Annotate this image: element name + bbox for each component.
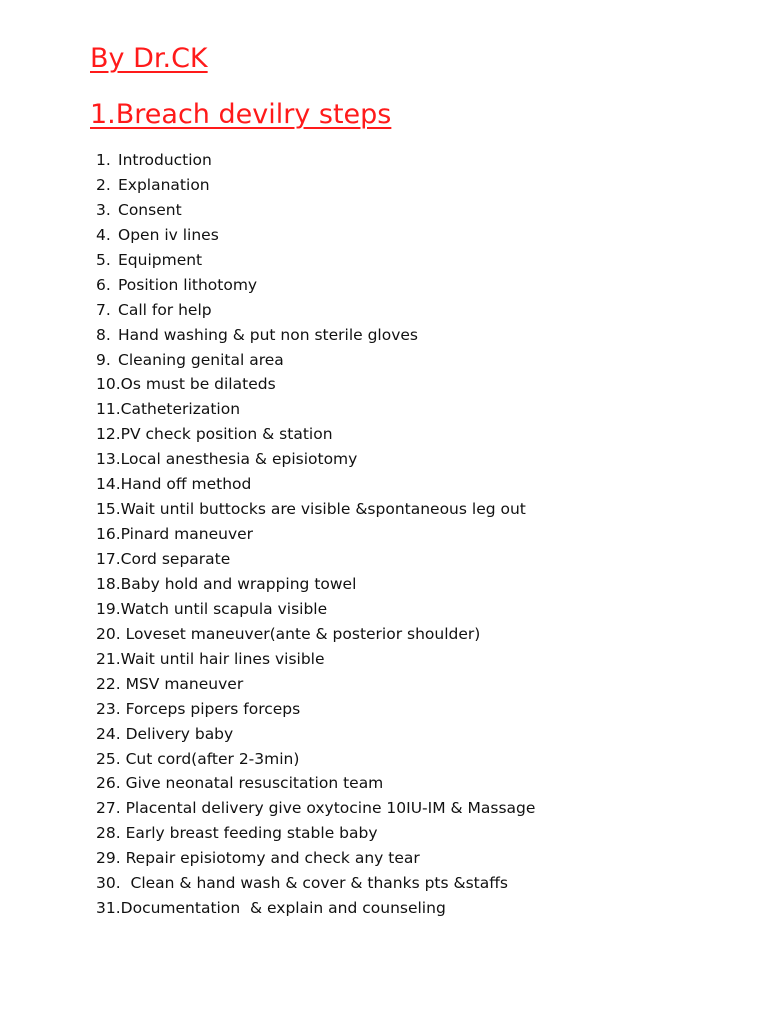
- step-text: Explanation: [118, 175, 210, 194]
- step-item: [96, 497, 535, 522]
- step-number: 1.: [96, 151, 111, 169]
- step-text: Wait until buttocks are visible &spontaneous leg out: [120, 500, 526, 519]
- step-text: Introduction: [118, 151, 212, 169]
- step-text: Repair episiotomy and check any tear: [120, 849, 420, 868]
- step-number: 11.: [96, 400, 121, 419]
- step-item: [96, 722, 535, 747]
- step-item: [96, 647, 535, 672]
- step-text: Cord separate: [120, 550, 231, 568]
- step-text: Open iv lines: [118, 225, 219, 244]
- step-number: 20.: [96, 624, 121, 643]
- step-item: [96, 896, 535, 921]
- step-item: [96, 747, 535, 772]
- step-number: 15.: [96, 500, 121, 519]
- step-item: [96, 298, 535, 323]
- step-number: 5.: [96, 250, 111, 269]
- step-item: [96, 447, 535, 472]
- step-item: [96, 846, 535, 871]
- step-item: [96, 198, 535, 223]
- step-text: Documentation & explain and counseling: [120, 899, 446, 918]
- step-text: MSV maneuver: [120, 674, 244, 693]
- step-number: 9.: [96, 350, 111, 369]
- step-text: Hand washing & put non sterile gloves: [118, 325, 419, 344]
- step-text: Give neonatal resuscitation team: [120, 774, 384, 793]
- step-text: Watch until scapula visible: [120, 599, 328, 618]
- step-number: 25.: [96, 749, 121, 768]
- step-text: Hand off method: [120, 475, 252, 494]
- step-text: Position lithotomy: [118, 275, 258, 294]
- step-number: 14.: [96, 475, 121, 494]
- step-text: Consent: [118, 200, 182, 219]
- step-item: [96, 348, 535, 373]
- step-item: [96, 672, 535, 697]
- step-number: 24.: [96, 724, 121, 743]
- step-text: Equipment: [118, 250, 203, 269]
- step-text: Baby hold and wrapping towel: [120, 574, 357, 593]
- step-number: 31.: [96, 899, 121, 918]
- step-number: 17.: [96, 550, 121, 568]
- step-item: [96, 796, 535, 821]
- step-number: 10.: [96, 375, 121, 394]
- step-number: 8.: [96, 325, 111, 344]
- step-number: 3.: [96, 200, 111, 219]
- step-text: Wait until hair lines visible: [120, 649, 325, 668]
- step-text: Placental delivery give oxytocine 10IU-IM & Massage: [120, 799, 536, 818]
- step-number: 30.: [96, 874, 121, 893]
- step-item: [96, 148, 535, 173]
- step-number: 28.: [96, 824, 121, 843]
- step-item: [96, 223, 535, 248]
- document-title: 1.Breach devilry steps: [90, 99, 392, 130]
- step-item: [96, 248, 535, 273]
- step-item: [96, 522, 535, 547]
- step-text: Call for help: [118, 300, 212, 319]
- step-text: Delivery baby: [120, 724, 234, 743]
- step-item: [96, 372, 535, 397]
- step-item: [96, 597, 535, 622]
- step-text: Forceps pipers forceps: [120, 699, 301, 718]
- step-number: 22.: [96, 674, 121, 693]
- step-text: Clean & hand wash & cover & thanks pts &staffs: [120, 874, 509, 893]
- step-item: [96, 572, 535, 597]
- steps-list: [96, 148, 535, 921]
- step-item: [96, 472, 535, 497]
- step-text: Pinard maneuver: [120, 525, 254, 544]
- step-text: Loveset maneuver(ante & posterior shoulder): [120, 624, 481, 643]
- step-text: Local anesthesia & episiotomy: [120, 450, 358, 469]
- step-number: 2.: [96, 175, 111, 194]
- step-item: [96, 871, 535, 896]
- step-item: [96, 771, 535, 796]
- step-number: 13.: [96, 450, 121, 469]
- step-item: [96, 273, 535, 298]
- step-number: 27.: [96, 799, 121, 818]
- step-number: 26.: [96, 774, 121, 793]
- step-item: [96, 173, 535, 198]
- step-item: [96, 547, 535, 572]
- step-item: [96, 622, 535, 647]
- step-item: [96, 323, 535, 348]
- step-number: 12.: [96, 425, 121, 444]
- step-number: 21.: [96, 649, 121, 668]
- step-text: Cut cord(after 2-3min): [120, 749, 300, 768]
- step-number: 7.: [96, 300, 111, 319]
- step-text: Catheterization: [120, 400, 241, 419]
- step-item: [96, 397, 535, 422]
- step-number: 16.: [96, 525, 121, 544]
- step-text: Cleaning genital area: [118, 350, 284, 369]
- step-number: 6.: [96, 275, 111, 294]
- step-item: [96, 821, 535, 846]
- step-number: 18.: [96, 574, 121, 593]
- step-number: 23.: [96, 699, 121, 718]
- step-text: Os must be dilateds: [120, 375, 276, 394]
- step-number: 29.: [96, 849, 121, 868]
- step-text: Early breast feeding stable baby: [120, 824, 378, 843]
- step-text: PV check position & station: [120, 425, 333, 444]
- step-number: 4.: [96, 225, 111, 244]
- step-item: [96, 697, 535, 722]
- step-number: 19.: [96, 599, 121, 618]
- step-item: [96, 422, 535, 447]
- author-heading: By Dr.CK: [90, 43, 208, 74]
